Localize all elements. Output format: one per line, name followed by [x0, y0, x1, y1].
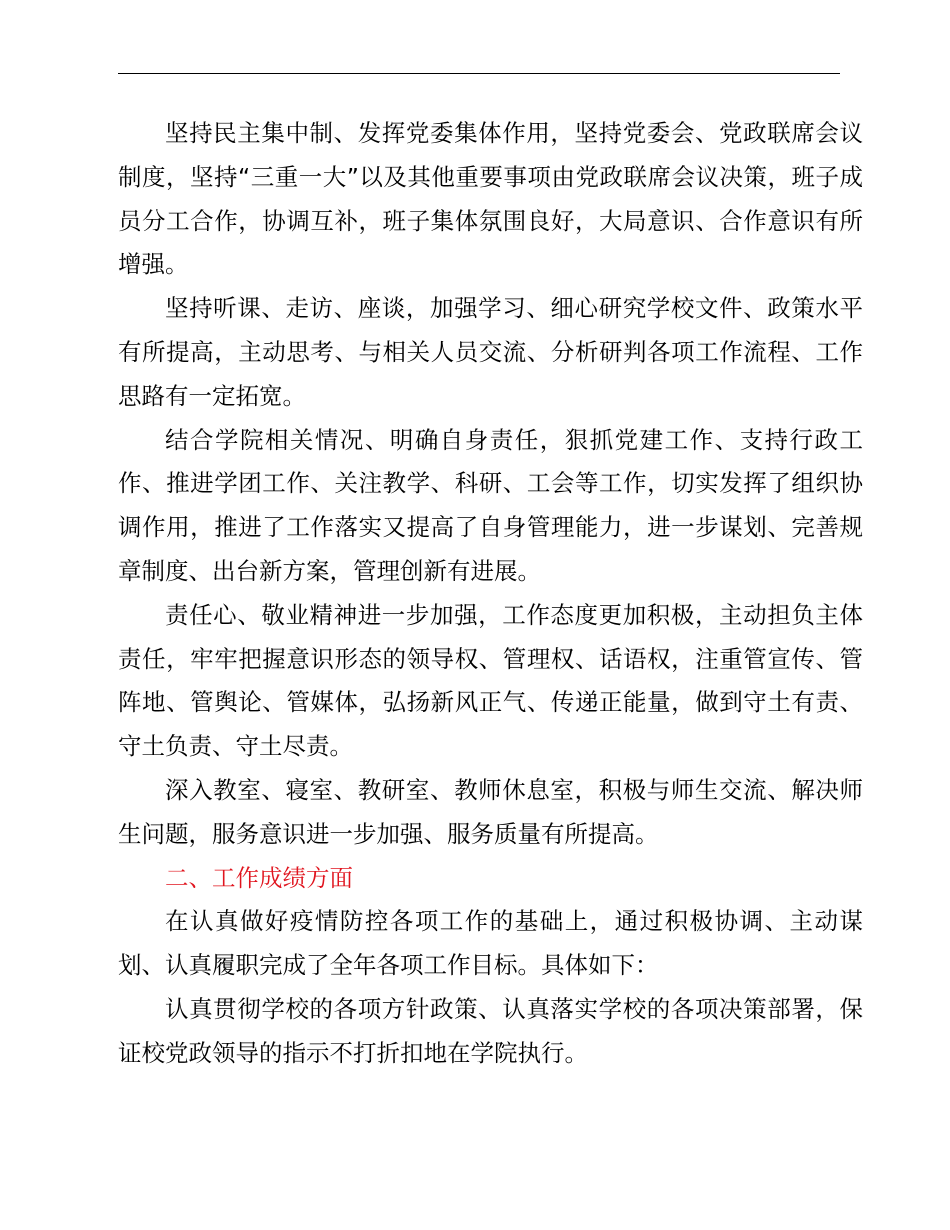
document-body — [118, 112, 863, 1076]
paragraph-responsibilities: 结合学院相关情况、明确自身责任，狠抓党建工作、支持行政工作、推进学团工作、关注教学、科研、工会等工作，切实发挥了组织协调作用，推进了工作落实又提高了自身管理能力，进一步谋划、完善规章制度、出台新方案，管理创新有进展。 — [118, 425, 863, 585]
paragraph-policy-implementation: 认真贯彻学校的各项方针政策、认真落实学校的各项决策部署，保证校党政领导的指示不打折扣地在学院执行。 — [118, 994, 863, 1067]
paragraph-service: 深入教室、寝室、教研室、教师休息室，积极与师生交流、解决师生问题，服务意识进一步加强、服务质量有所提高。 — [118, 775, 863, 848]
paragraph-study-research: 坚持听课、走访、座谈，加强学习、细心研究学校文件、政策水平有所提高，主动思考、与相关人员交流、分析研判各项工作流程、工作思路有一定拓宽。 — [118, 294, 863, 410]
paragraph-democratic-centralism: 坚持民主集中制、发挥党委集体作用，坚持党委会、党政联席会议制度，坚持“三重一大”以及其他重要事项由党政联席会议决策，班子成员分工合作，协调互补，班子集体氛围良好，大局意识、合作意识有所增强。 — [118, 119, 863, 279]
paragraph-dedication: 责任心、敬业精神进一步加强，工作态度更加积极，主动担负主体责任，牢牢把握意识形态的领导权、管理权、话语权，注重管宣传、管阵地、管舆论、管媒体，弘扬新风正气、传递正能量，做到守土有责、守土负责、守土尽责。 — [118, 600, 863, 761]
section-heading: 二、工作成绩方面 — [165, 863, 353, 892]
header-rule — [118, 73, 840, 74]
paragraph-achievements-intro: 在认真做好疫情防控各项工作的基础上，通过积极协调、主动谋划、认真履职完成了全年各项工作目标。具体如下： — [118, 907, 863, 980]
